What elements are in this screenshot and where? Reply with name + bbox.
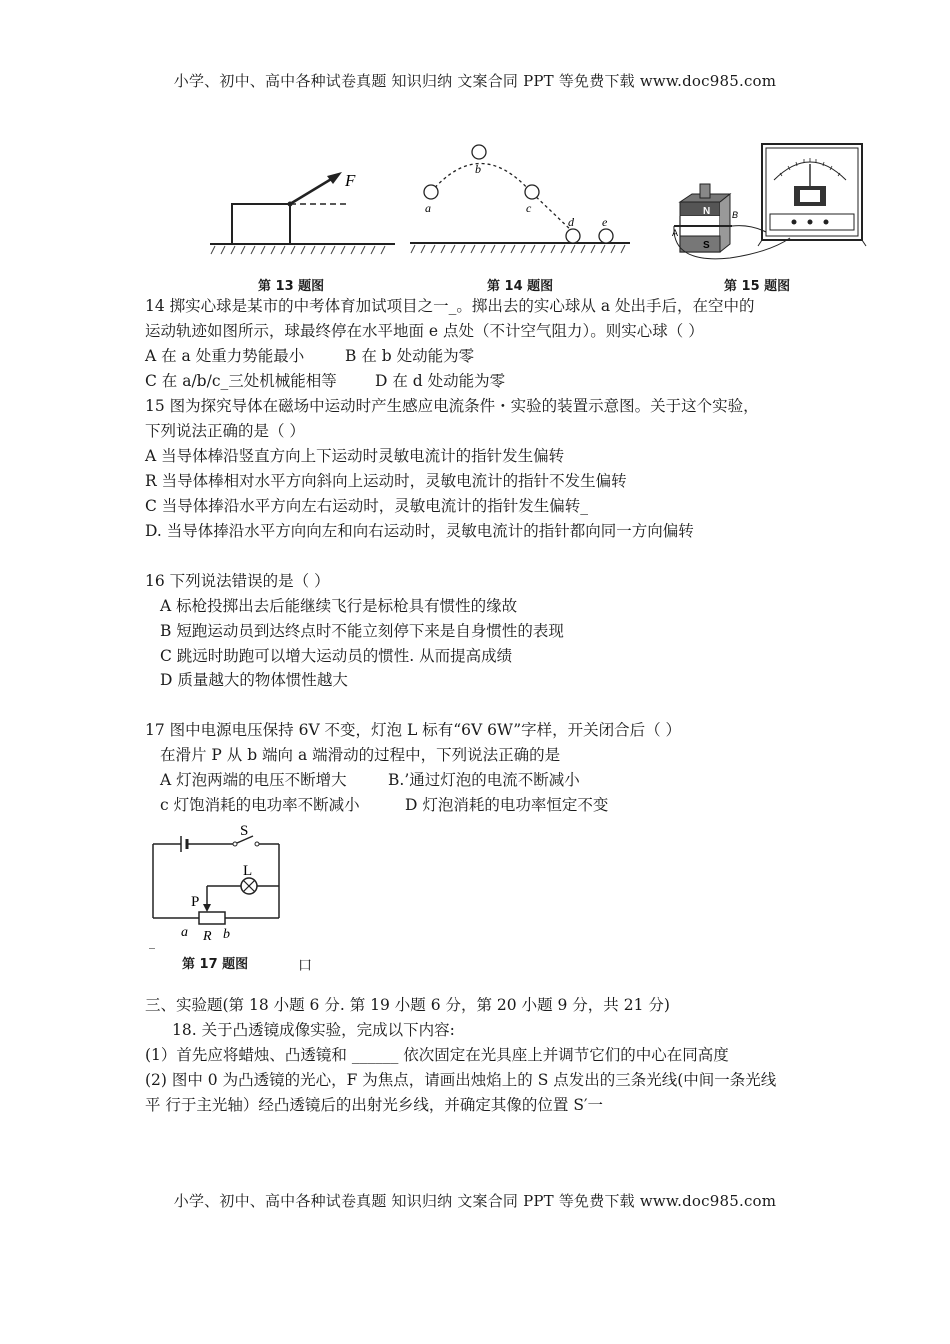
section3-title: 三、实验题(第 18 小题 6 分. 第 19 小题 6 分，第 20 小题 9 分，共 21 分) <box>145 996 670 1014</box>
point-d: d <box>568 215 574 229</box>
q14-option-c: C 在 a/b/c_三处机械能相等 <box>145 372 337 390</box>
q17-option-c: c 灯饱消耗的电功率不断减小 <box>160 796 360 814</box>
slider-label: P <box>191 894 200 910</box>
end-a-label: a <box>181 925 188 940</box>
q14-line2: 运动轨迹如图所示，球最终停在水平地面 e 点处（不计空气阻力）。则实心球（ ） <box>145 322 704 340</box>
magnet-n: N <box>703 206 711 217</box>
q15-option-a: A 当导体棒沿竖直方向上下运动时灵敏电流计的指针发生偏转 <box>145 447 565 465</box>
q16-option-d: D 质量越大的物体惯性越大 <box>160 671 348 689</box>
q16-stem: 16 下列说法错误的是（ ） <box>145 572 330 590</box>
resistor-label: R <box>203 929 212 944</box>
q14-option-b: B 在 b 处动能为零 <box>345 347 475 365</box>
q18-part2-line2: 平 行于主光轴）经凸透镜后的出射光乡线，并确定其像的位置 S′一 <box>145 1096 603 1114</box>
figure-15 <box>670 140 870 270</box>
q15-option-c: C 当导体捧沿水平方向左右运动时，灵敏电流计的指针发生偏转_ <box>145 497 589 515</box>
figure-17 <box>145 820 290 950</box>
q15-line2: 下列说法正确的是（ ） <box>145 422 305 440</box>
page-header: 小学、初中、高中各种试卷真题 知识归纳 文案合同 PPT 等免费下载 www.doc985.com <box>173 72 777 90</box>
figure-17-caption: 第 17 题图 <box>182 957 249 972</box>
magnet-s: S <box>703 240 710 251</box>
box-mark: 口 <box>298 958 312 974</box>
figure-13 <box>205 160 400 260</box>
q15-option-d: D. 当导体捧沿水平方向向左和向右运动时，灵敏电流计的指针都向同一方向偏转 <box>145 522 694 540</box>
q18-stem: 18. 关于凸透镜成像实验，完成以下内容: <box>172 1021 455 1039</box>
q15-line1: 15 图为探究导体在磁场中运动时产生感应电流条件・实验的装置示意图。关于这个实验， <box>145 397 759 415</box>
q16-option-b: B 短跑运动员到达终点时不能立刻停下来是自身惯性的表现 <box>160 622 564 640</box>
q16-option-a: A 标枪投掷出去后能继续飞行是标枪具有惯性的缘故 <box>160 597 518 615</box>
force-label: F <box>345 171 356 190</box>
q17-line1: 17 图中电源电压保持 6V 不变，灯泡 L 标有“6V 6W”字样，开关闭合后（ ） <box>145 721 682 739</box>
figure-14-caption: 第 14 题图 <box>487 279 554 294</box>
point-e: e <box>602 215 608 229</box>
switch-label: S <box>240 823 249 839</box>
figure-14 <box>405 140 635 260</box>
q14-option-a: A 在 a 处重力势能最小 <box>145 347 305 365</box>
point-b: b <box>475 162 481 176</box>
page-footer: 小学、初中、高中各种试卷真题 知识归纳 文案合同 PPT 等免费下载 www.doc985.com <box>173 1192 777 1210</box>
dash-mark: _ <box>149 935 155 949</box>
figure-15-caption: 第 15 题图 <box>724 279 791 294</box>
q15-option-b: R 当导体棒相对水平方向斜向上运动时，灵敏电流计的指针不发生偏转 <box>145 472 627 490</box>
q17-line2: 在滑片 P 从 b 端向 a 端滑动的过程中，下列说法正确的是 <box>160 746 561 764</box>
q18-part1: (1）首先应将蜡烛、凸透镜和 ______ 依次固定在光具座上并调节它们的中心在同高度 <box>145 1046 729 1064</box>
label-a: A <box>672 228 679 238</box>
q17-option-d: D 灯泡消耗的电功率恒定不变 <box>405 796 609 814</box>
label-b: B <box>732 210 739 220</box>
q17-option-b: B.’通过灯泡的电流不断减小 <box>388 771 580 789</box>
figure-13-caption: 第 13 题图 <box>258 279 325 294</box>
lamp-label: L <box>243 863 253 879</box>
end-b-label: b <box>223 927 230 942</box>
q18-part2-line1: (2) 图中 0 为凸透镜的光心，F 为焦点，请画出烛焰上的 S 点发出的三条光线(中间一条光线 <box>145 1071 777 1089</box>
q17-option-a: A 灯泡两端的电压不断增大 <box>160 771 347 789</box>
point-a: a <box>425 201 431 215</box>
q16-option-c: C 跳远时助跑可以增大运动员的惯性. 从而提高成绩 <box>160 647 513 665</box>
point-c: c <box>526 201 532 215</box>
q14-line1: 14 掷实心球是某市的中考体育加试项目之一_。掷出去的实心球从 a 处出手后，在空中的 <box>145 297 755 315</box>
q14-option-d: D 在 d 处动能为零 <box>375 372 506 390</box>
